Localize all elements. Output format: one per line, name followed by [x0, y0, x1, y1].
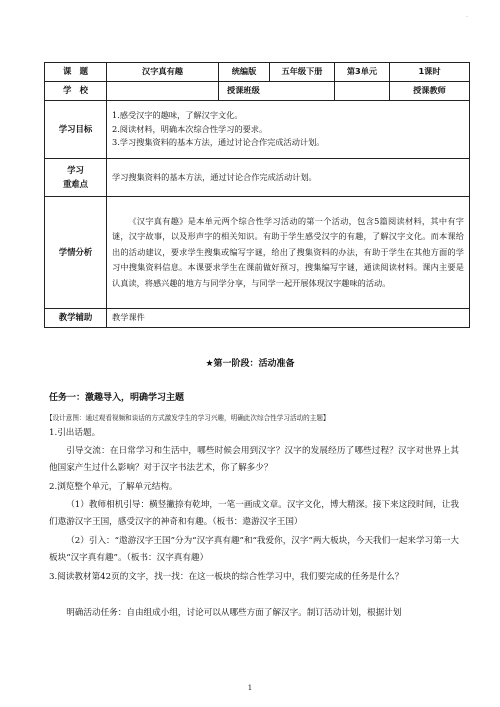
stage-title: ★第一阶段：活动准备	[205, 359, 295, 369]
aids-text: 教学课件	[107, 309, 470, 328]
school-label: 学 校	[45, 82, 107, 101]
paragraph: 1.引出话题。	[49, 428, 101, 438]
goals-label: 学习目标	[45, 101, 107, 159]
goal-item: 1.感受汉字的趣味，了解汉字文化。	[112, 110, 243, 121]
class-value	[335, 82, 390, 101]
school-value	[107, 82, 219, 101]
edition: 统编版	[219, 63, 270, 82]
goal-item: 3.学习搜集资料的基本方法，通过讨论合作完成活动计划。	[112, 137, 325, 148]
paragraph: （1）教师相机引导：横竖撇捺有乾坤，一笔一画成文章。汉字文化，博大精深。接下来这段时间，让我们遨游汉字王国，感受汉字的神奇和有趣。（板书：遨游汉字王国）	[49, 500, 459, 528]
lesson-title: 汉字真有趣	[107, 63, 219, 82]
grade: 五年级下册	[270, 63, 335, 82]
header-mark: .	[466, 12, 468, 19]
key-points-text: 学习搜集资料的基本方法，通过讨论合作完成活动计划。	[107, 159, 470, 197]
paragraph: 引导交流：在日常学习和生活中，哪些时候会用到汉字？汉字的发展经历了哪些过程？汉字对世界上其他国家产生过什么影响？对于汉字书法艺术，你了解多少？	[49, 446, 459, 474]
analysis-text: 《汉字真有趣》是本单元两个综合性学习活动的第一个活动，包含5篇阅读材料，其中有字谜，汉字故事，以及形声字的相关知识。有助于学生感受汉字的有趣，了解汉字文化。而本课给出的活动建议，要求学生搜集或编写字谜，给出了搜集资料的办法，有助于学生在其他方面的学习中搜集资料信息。本课要求学生在课前做好预习，搜集编写字谜，通读阅读材料。课内主要是认真读，将感兴趣的地方与同学分享，与同学一起开展体现汉字趣味的活动。	[107, 197, 470, 309]
paragraph: 3.阅读教材第42页的文字，找一找：在这一板块的综合性学习中，我们要完成的任务是什么？	[49, 572, 404, 582]
paragraph: 2.浏览整个单元，了解单元结构。	[49, 482, 178, 492]
aids-label: 教学辅助	[45, 309, 107, 328]
key-points-label-line1: 学习	[67, 165, 84, 176]
key-points-label-line2: 重难点	[62, 178, 89, 189]
task-title: 任务一：激趣导入，明确学习主题	[49, 393, 185, 403]
unit: 第3单元	[335, 63, 390, 82]
paragraph: 明确活动任务：自由组成小组，讨论可以从哪些方面了解汉字。制订活动计划，根据计划	[66, 608, 402, 618]
key-points-label	[45, 159, 107, 197]
design-note: 【设计意图：通过观看视频和谈话的方式激发学生的学习兴趣，明确此次综合性学习活动的主题】	[46, 414, 330, 422]
analysis-label: 学情分析	[45, 197, 107, 309]
periods: 1课时	[390, 63, 470, 82]
goal-item: 2.阅读材料，明确本次综合性学习的要求。	[112, 123, 268, 134]
goals-list	[107, 101, 470, 159]
page-number: 1	[247, 684, 253, 692]
teacher-label: 授课教师	[390, 82, 470, 101]
lesson-info-table	[44, 62, 470, 328]
paragraph: （2）引入：“遨游汉字王国”分为“汉字真有趣”和“我爱你，汉字”两大板块，今天我们一起来学习第一大板块“汉字真有趣”。（板书：汉字真有趣）	[49, 536, 459, 564]
lesson-label: 课 题	[45, 63, 107, 82]
class-label: 授课班级	[219, 82, 335, 101]
